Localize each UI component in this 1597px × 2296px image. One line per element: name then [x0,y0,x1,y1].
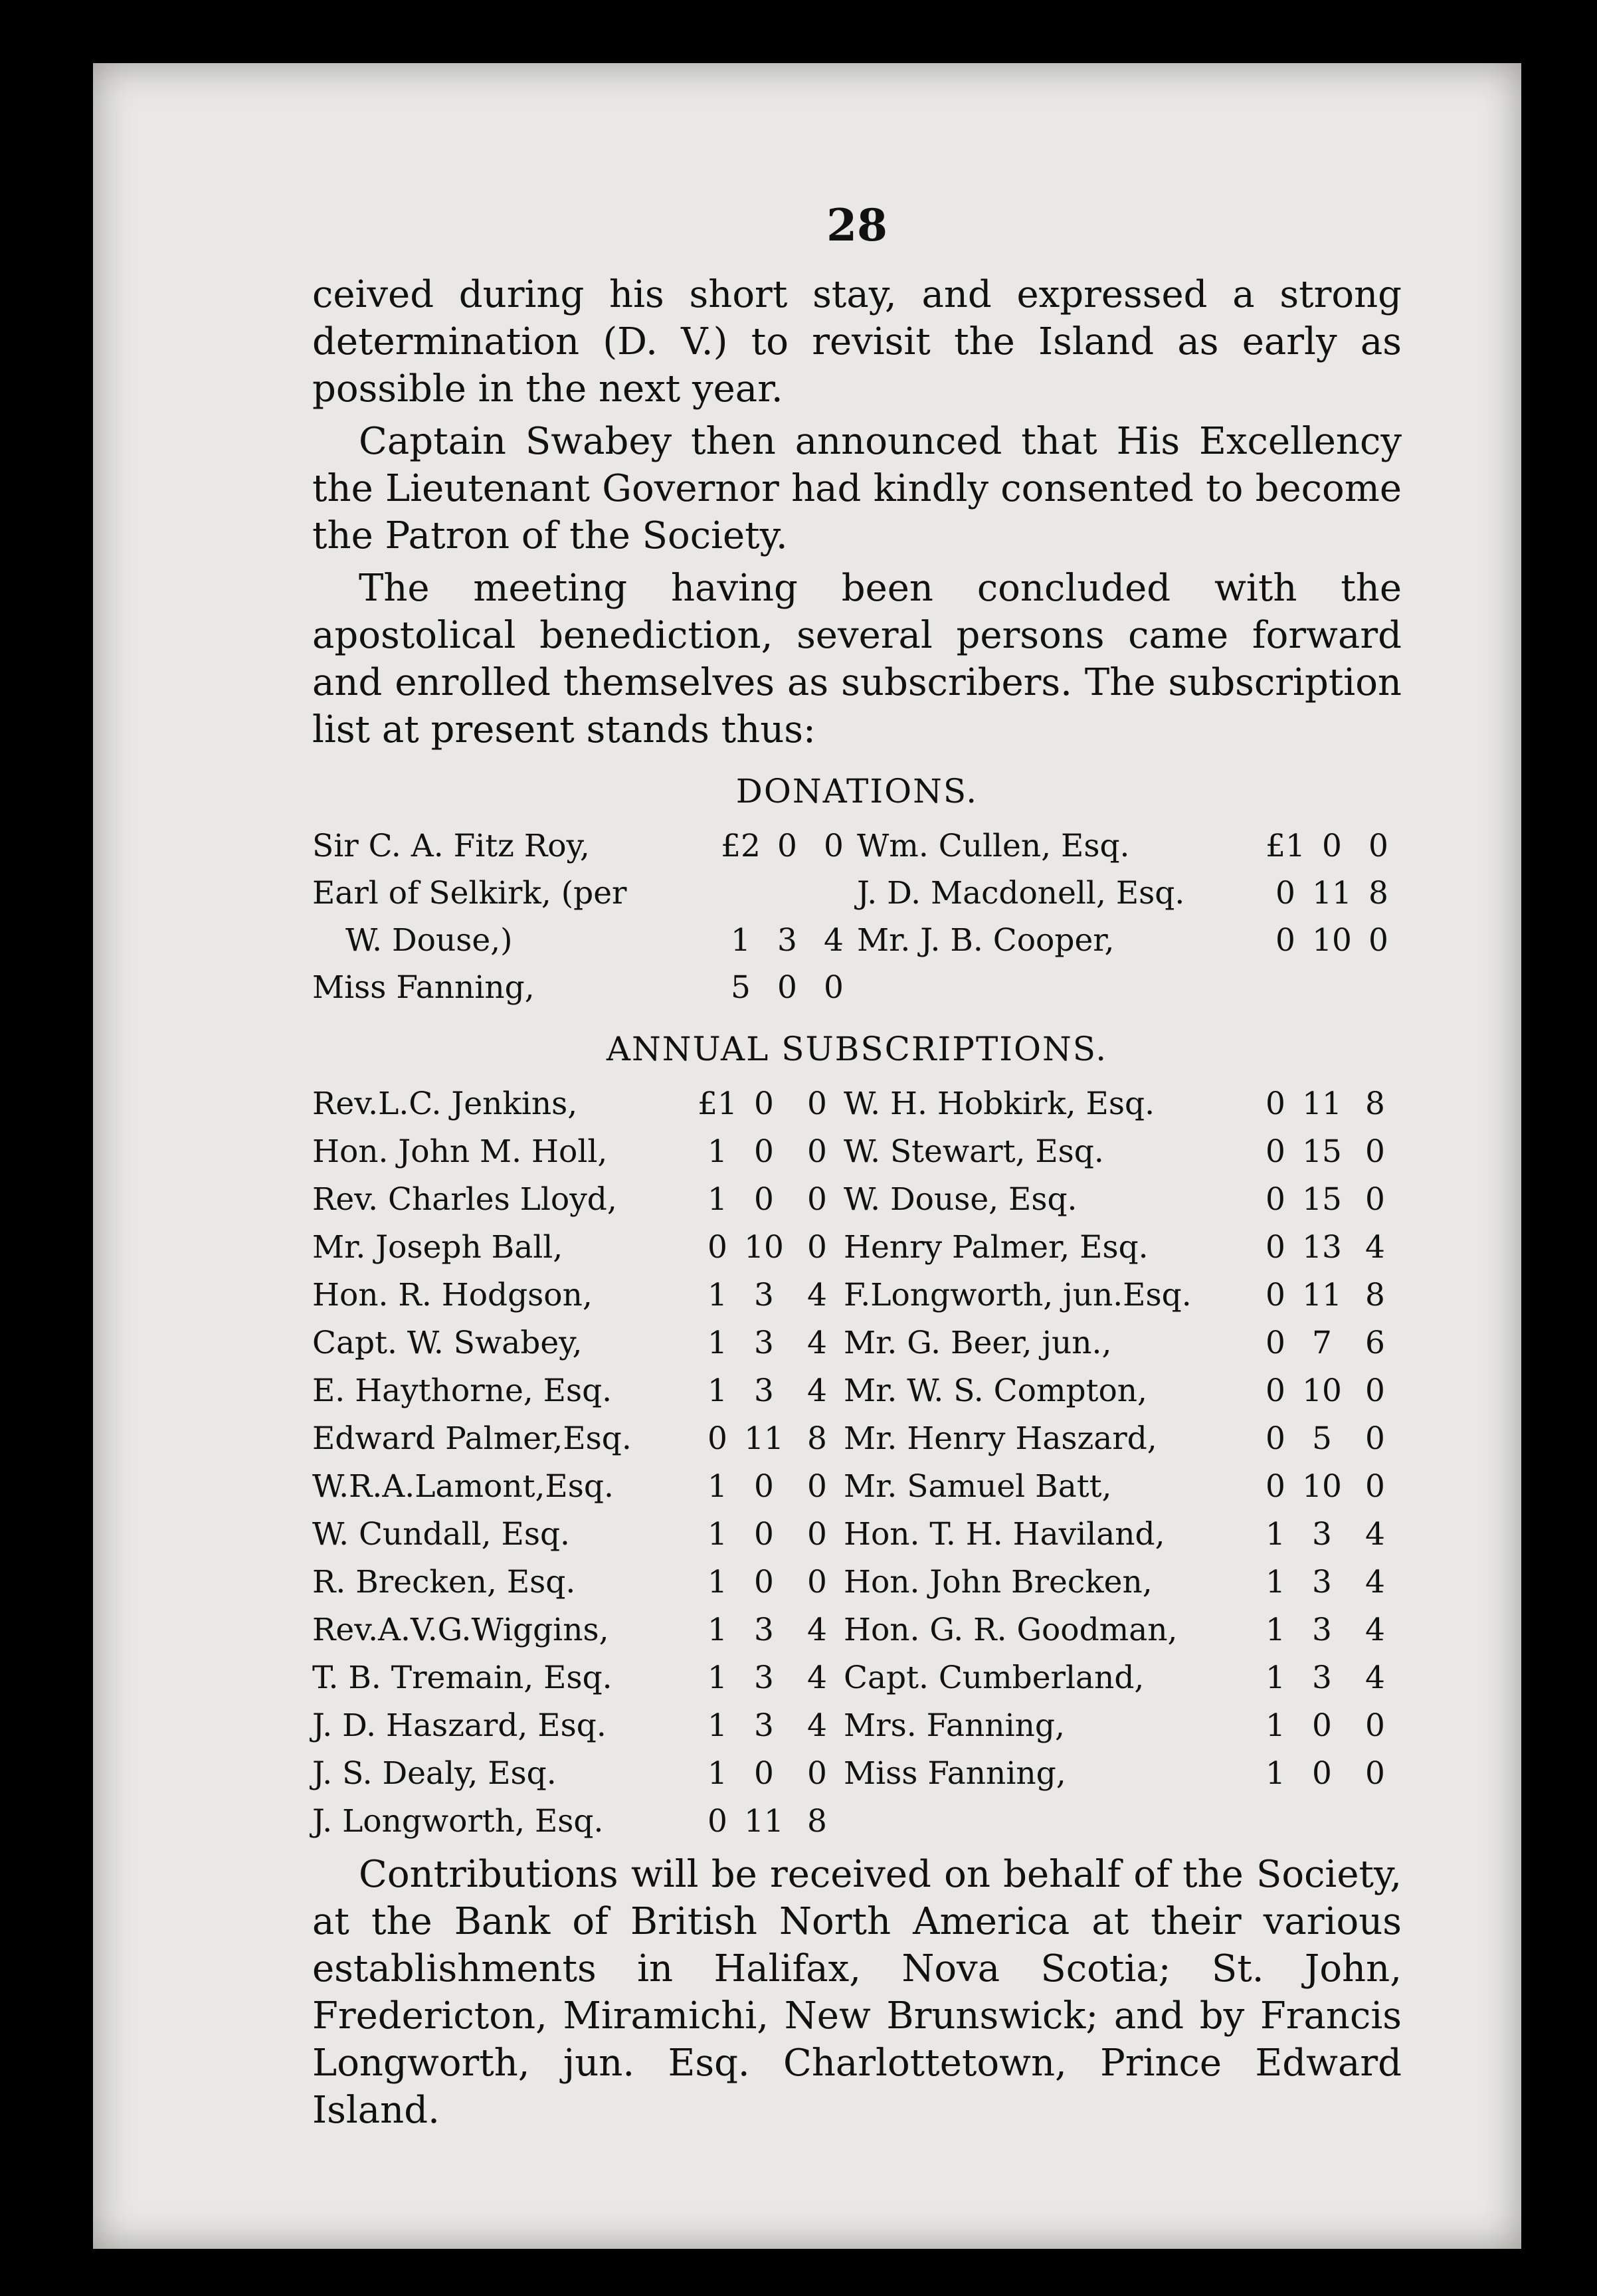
entry-amount: 4 [807,1660,827,1696]
list-entry [844,1367,1402,1415]
entry-amount: 0 [1275,875,1295,911]
entry-name: Hon. T. H. Haviland, [844,1516,1165,1553]
entry-amount: 0 [1312,1707,1332,1744]
list-entry [857,822,1402,870]
entry-amount: 0 [807,1564,827,1600]
entry-amount: 1 [707,1755,727,1792]
entry-amount: 0 [1365,1181,1385,1218]
entry-amount: 8 [1365,1277,1385,1313]
entry-amount: 3 [1312,1564,1332,1600]
entry-amount: 8 [807,1420,827,1457]
entry-name: W. Stewart, Esq. [844,1133,1104,1170]
entry-amount: 4 [1365,1564,1385,1600]
entry-amount: 0 [824,828,844,864]
entry-name: Miss Fanning, [312,969,535,1006]
page-content [312,199,1402,2134]
entry-amount: 3 [1312,1660,1332,1696]
entry-amount: 1 [707,1516,727,1553]
entry-amount: 0 [707,1803,727,1840]
entry-amount: 0 [1266,1181,1285,1218]
entry-amount: 1 [707,1373,727,1409]
entry-name: Mr. Joseph Ball, [312,1229,563,1266]
entry-name: E. Haythorne, Esq. [312,1373,612,1409]
entry-amount: 0 [807,1181,827,1218]
entry-name: Mr. W. S. Compton, [844,1373,1147,1409]
entry-amount: 1 [707,1325,727,1361]
entry-amount: 0 [1312,1755,1332,1792]
entry-amount: 0 [1275,922,1295,959]
entry-amount: 3 [777,922,797,959]
entry-amount: 10 [1302,1373,1342,1409]
entry-name: F.Longworth, jun.Esq. [844,1277,1192,1313]
entry-name: J. D. Haszard, Esq. [312,1707,607,1744]
entry-name: W. H. Hobkirk, Esq. [844,1086,1155,1122]
list-entry [844,1559,1402,1606]
list-entry [312,1511,844,1559]
entry-name: Hon. G. R. Goodman, [844,1612,1178,1648]
entry-name: Mr. G. Beer, jun., [844,1325,1112,1361]
entry-amount: 6 [1365,1325,1385,1361]
list-entry [312,1702,844,1750]
entry-amount: 0 [1368,922,1388,959]
paragraph-3: The meeting having been concluded with the apostolical benediction, several persons came forward and enrolled themselves as subscribers. The subscription list at present stands thus: [312,567,1402,751]
list-entry [312,1606,844,1654]
entry-amount: 15 [1302,1181,1342,1218]
entry-name: Capt. Cumberland, [844,1660,1145,1696]
entry-amount: 11 [744,1420,784,1457]
entry-name: J. Longworth, Esq. [312,1803,604,1840]
list-entry [312,1798,844,1846]
entry-name: Capt. W. Swabey, [312,1325,583,1361]
entry-name: Hon. John Brecken, [844,1564,1153,1600]
entry-name: Sir C. A. Fitz Roy, [312,828,590,864]
entry-amount: 0 [754,1516,774,1553]
entry-amount: 0 [754,1133,774,1170]
list-entry [312,822,857,870]
entry-amount: 10 [1302,1468,1342,1505]
entry-name: Wm. Cullen, Esq. [857,828,1130,864]
subscriptions-list [312,1080,1402,1846]
list-entry [857,870,1402,917]
entry-amount: 0 [807,1755,827,1792]
entry-amount: 0 [1266,1133,1285,1170]
entry-amount: 0 [1266,1325,1285,1361]
entry-amount: 4 [807,1373,827,1409]
entry-name: Mr. J. B. Cooper, [857,922,1115,959]
entry-amount: 11 [1312,875,1352,911]
entry-amount: 10 [744,1229,784,1266]
entry-amount: 0 [807,1133,827,1170]
entry-amount: 4 [1365,1516,1385,1553]
entry-name: W. Douse, Esq. [844,1181,1078,1218]
entry-amount: 0 [1266,1420,1285,1457]
entry-name: Earl of Selkirk, (per [312,875,627,911]
entry-amount: 0 [777,828,797,864]
entry-amount [1295,1798,1349,1846]
entry-name: J. D. Macdonell, Esq. [857,875,1185,911]
list-entry [312,1367,844,1415]
entry-amount: 7 [1312,1325,1332,1361]
entry-amount: 3 [754,1660,774,1696]
entry-amount [1256,1798,1295,1846]
entry-amount: 0 [1365,1420,1385,1457]
entry-amount: 1 [707,1612,727,1648]
entry-amount: 0 [754,1181,774,1218]
list-entry [844,1080,1402,1128]
entry-name: Mr. Henry Haszard, [844,1420,1157,1457]
list-entry [312,1319,844,1367]
entry-name: Hon. R. Hodgson, [312,1277,593,1313]
list-entry [857,964,1402,1011]
entry-amount: 0 [807,1229,827,1266]
entry-amount: 0 [807,1086,827,1122]
entry-name: W. Cundall, Esq. [312,1516,570,1553]
entry-amount: 8 [1365,1086,1385,1122]
entry-amount: 1 [1266,1707,1285,1744]
list-entry [844,1463,1402,1511]
entry-amount: 0 [777,969,797,1006]
entry-amount: 4 [807,1277,827,1313]
list-entry [312,1272,844,1319]
entry-amount: 0 [1266,1229,1285,1266]
entry-name: Rev.A.V.G.Wiggins, [312,1612,609,1648]
entry-amount: 3 [754,1373,774,1409]
list-entry [312,1463,844,1511]
list-entry [312,1654,844,1702]
list-entry [844,1272,1402,1319]
entry-amount: 0 [1365,1707,1385,1744]
list-entry [312,1559,844,1606]
entry-amount: 1 [707,1133,727,1170]
entry-amount: 1 [1266,1755,1285,1792]
entry-amount: 1 [731,922,751,959]
entry-amount [1262,964,1309,1011]
entry-amount: 0 [1266,1373,1285,1409]
entry-amount [717,870,764,917]
entry-name: J. S. Dealy, Esq. [312,1755,557,1792]
entry-amount: 0 [1365,1468,1385,1505]
entry-amount: 0 [807,1468,827,1505]
entry-name: W.R.A.Lamont,Esq. [312,1468,614,1505]
entry-amount: 13 [1302,1229,1342,1266]
entry-amount: 8 [1368,875,1388,911]
entry-amount: 0 [754,1468,774,1505]
list-entry [312,1750,844,1798]
entry-name: Edward Palmer,Esq. [312,1420,632,1457]
entry-amount: 5 [1312,1420,1332,1457]
entry-name: R. Brecken, Esq. [312,1564,576,1600]
entry-amount: 3 [1312,1612,1332,1648]
list-entry [844,1798,1402,1846]
list-entry [312,870,857,917]
list-entry [844,1654,1402,1702]
list-entry [312,917,857,964]
entry-amount: 15 [1302,1133,1342,1170]
subscriptions-title: ANNUAL SUBSCRIPTIONS. [606,1030,1108,1068]
entry-name: Mrs. Fanning, [844,1707,1065,1744]
entry-name [857,964,1262,1011]
entry-amount: 0 [1266,1468,1285,1505]
entry-amount: 4 [824,922,844,959]
entry-amount: 0 [1365,1755,1385,1792]
entry-name: Rev. Charles Lloyd, [312,1181,617,1218]
entry-amount [1309,964,1355,1011]
entry-amount [764,870,810,917]
list-entry [312,1224,844,1272]
entry-amount: 8 [807,1803,827,1840]
entry-amount: 1 [1266,1516,1285,1553]
entry-amount: 1 [1266,1612,1285,1648]
entry-amount: 1 [1266,1660,1285,1696]
closing-paragraph: Contributions will be received on behalf of the Society, at the Bank of British North America at their various establishments in Halifax, Nova Scotia; St. John, Fredericton, Miramichi, New Brunswick; and by Francis Longworth, jun. Esq. Charlottetown, Prince Edward Island. [312,1853,1402,2132]
entry-name: W. Douse,) [345,922,513,959]
entry-amount: 0 [1322,828,1342,864]
entry-amount: 3 [754,1325,774,1361]
entry-amount: 0 [1368,828,1388,864]
list-entry [312,1415,844,1463]
list-entry [844,1176,1402,1224]
entry-name: Hon. John M. Holl, [312,1133,608,1170]
list-entry [844,1415,1402,1463]
list-entry [312,1176,844,1224]
entry-amount: 4 [1365,1660,1385,1696]
entry-amount: 0 [824,969,844,1006]
entry-amount: £2 [721,828,761,864]
paragraph-2: Captain Swabey then announced that His Excellency the Lieutenant Governor had kindly consented to become the Patron of the Society. [312,420,1402,557]
entry-amount [1349,1798,1402,1846]
entry-amount [810,870,857,917]
list-entry [844,1128,1402,1176]
entry-amount: 1 [707,1660,727,1696]
entry-amount: 1 [707,1564,727,1600]
entry-amount: 3 [754,1277,774,1313]
entry-amount: 4 [807,1612,827,1648]
entry-amount: 0 [754,1755,774,1792]
entry-amount: 0 [707,1229,727,1266]
entry-amount: 0 [1365,1133,1385,1170]
list-entry [844,1606,1402,1654]
entry-amount: 3 [1312,1516,1332,1553]
entry-amount: 11 [744,1803,784,1840]
list-entry [844,1702,1402,1750]
entry-name: Mr. Samuel Batt, [844,1468,1112,1505]
list-entry [844,1750,1402,1798]
entry-name: Rev.L.C. Jenkins, [312,1086,578,1122]
entry-amount: 4 [807,1325,827,1361]
entry-amount: 1 [707,1277,727,1313]
list-entry [312,1080,844,1128]
entry-amount: 0 [1266,1277,1285,1313]
entry-amount [1355,964,1402,1011]
entry-name: Henry Palmer, Esq. [844,1229,1149,1266]
entry-amount: 10 [1312,922,1352,959]
entry-amount: £1 [1266,828,1305,864]
list-entry [312,1128,844,1176]
entry-amount: 5 [731,969,751,1006]
entry-amount: 0 [754,1086,774,1122]
entry-amount: 0 [1365,1373,1385,1409]
entry-amount: 11 [1302,1086,1342,1122]
entry-amount: 1 [707,1181,727,1218]
entry-amount: £1 [698,1086,737,1122]
paragraph-1: ceived during his short stay, and expressed a strong determination (D. V.) to revisit the Island as early as possible in the next year. [312,273,1402,411]
entry-amount: 1 [1266,1564,1285,1600]
entry-amount: 0 [807,1516,827,1553]
entry-amount: 4 [807,1707,827,1744]
list-entry [844,1224,1402,1272]
entry-amount: 3 [754,1612,774,1648]
entry-name [844,1798,1256,1846]
donations-title: DONATIONS. [735,772,979,811]
entry-amount: 1 [707,1468,727,1505]
list-entry [312,964,857,1011]
page-number: 28 [826,199,888,251]
entry-amount: 1 [707,1707,727,1744]
entry-amount: 3 [754,1707,774,1744]
entry-name: T. B. Tremain, Esq. [312,1660,612,1696]
entry-amount: 0 [754,1564,774,1600]
list-entry [844,1511,1402,1559]
list-entry [844,1319,1402,1367]
entry-amount: 0 [1266,1086,1285,1122]
list-entry [857,917,1402,964]
entry-name: Miss Fanning, [844,1755,1066,1792]
entry-amount: 4 [1365,1612,1385,1648]
donations-list [312,822,1402,1011]
entry-amount: 4 [1365,1229,1385,1266]
entry-amount: 11 [1302,1277,1342,1313]
entry-amount: 0 [707,1420,727,1457]
